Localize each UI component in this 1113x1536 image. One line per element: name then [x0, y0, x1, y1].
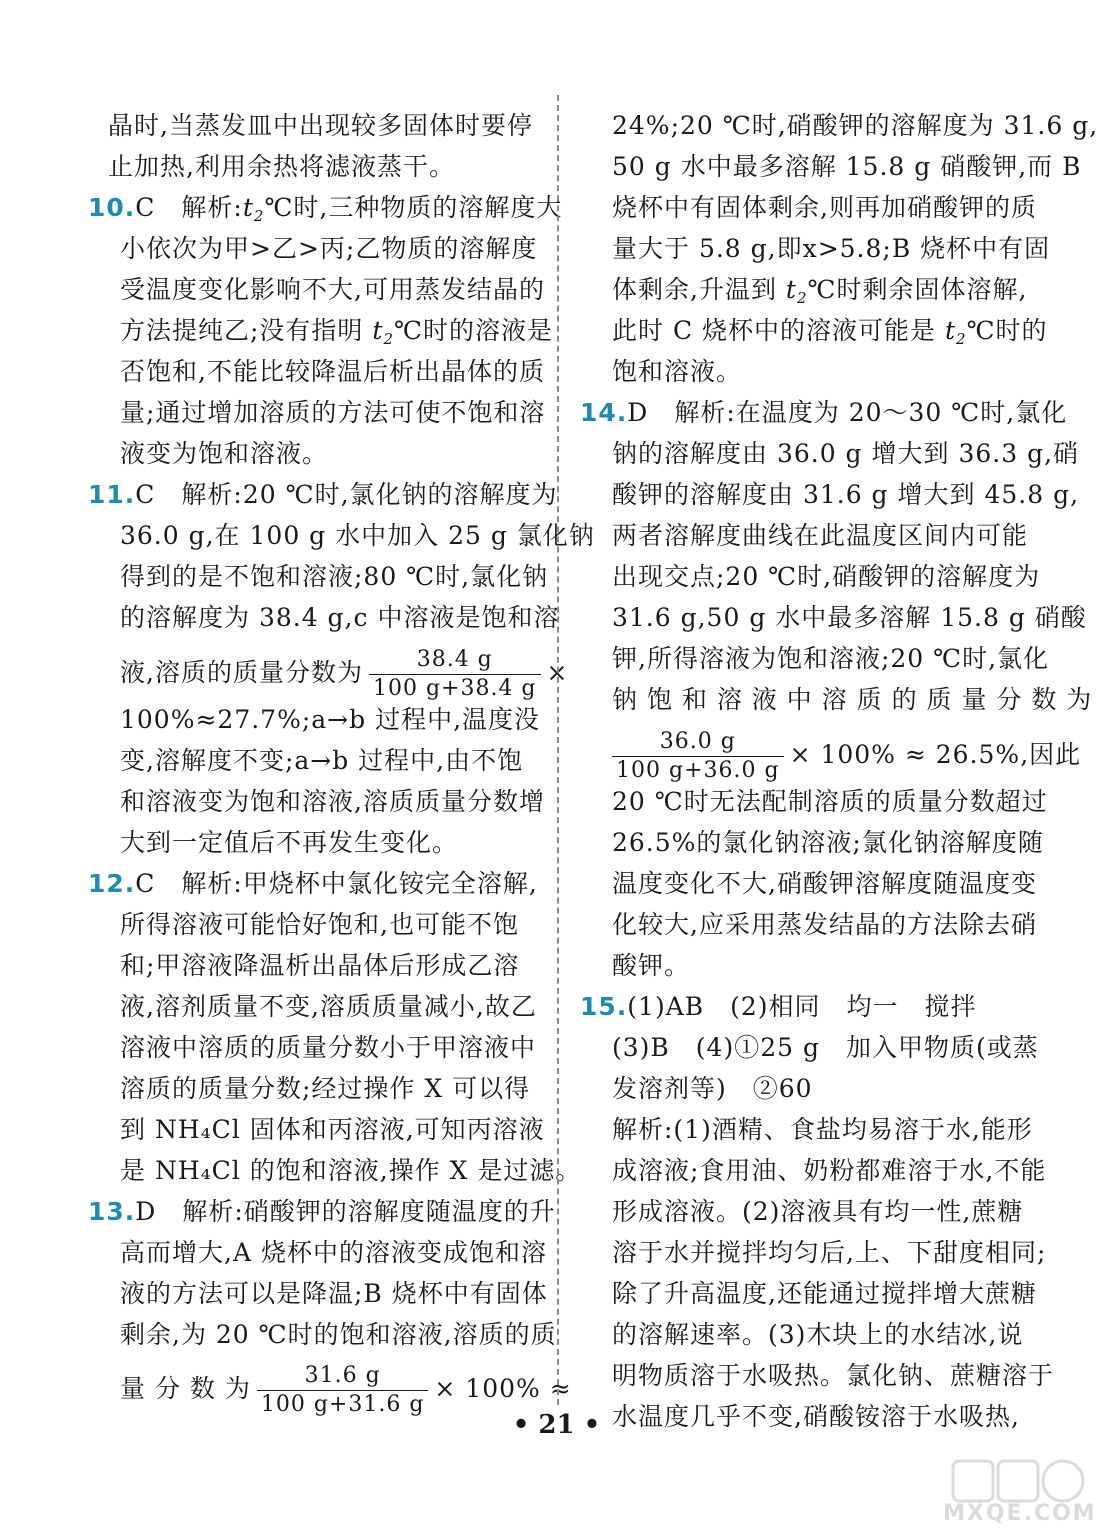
- text-line: (3)B (4)①25 g 加入甲物质(或蒸: [612, 1033, 1039, 1062]
- fraction-denominator: 100 g+38.4 g: [372, 676, 537, 701]
- text-line: 晶时,当蒸发皿中出现较多固体时要停: [108, 111, 533, 140]
- question-number: 10.: [88, 193, 136, 222]
- text-line: 溶液中溶质的质量分数小于甲溶液中: [120, 1033, 537, 1062]
- text-line: 饱和溶液。: [612, 357, 743, 386]
- text-line: 钠 饱 和 溶 液 中 溶 质 的 质 量 分 数 为: [612, 685, 1093, 714]
- answer-text: × 100% ≈ 26.5%,因此: [789, 740, 1082, 769]
- answer-text: D 解析:在温度为 20～30 ℃时,氯化: [627, 398, 1068, 427]
- text-line: [120, 646, 568, 703]
- answer-text: 液,溶质的质量分数为: [120, 658, 363, 687]
- temp-symbol: $t_2$: [372, 316, 394, 348]
- text-line: [612, 728, 1081, 785]
- answer-text: ×: [546, 658, 569, 687]
- answer-text: ℃时的溶液是: [393, 316, 553, 345]
- text-line: 酸钾。: [612, 951, 691, 980]
- text-line: 到 NH₄Cl 固体和丙溶液,可知丙溶液: [120, 1115, 545, 1144]
- text-line: 水温度几乎不变,硝酸铵溶于水吸热,: [612, 1402, 1020, 1431]
- text-line: 量;通过增加溶质的方法可使不饱和溶: [120, 398, 546, 427]
- watermark-text: MXQE.COM: [943, 1501, 1097, 1526]
- text-line: 剩余,为 20 ℃时的饱和溶液,溶质的质: [120, 1320, 557, 1349]
- text-line: 否饱和,不能比较降温后析出晶体的质: [120, 357, 545, 386]
- answer-text: C 解析:20 ℃时,氯化钠的溶解度为: [135, 480, 558, 509]
- text-line: 钾,所得溶液为饱和溶液;20 ℃时,氯化: [612, 644, 1050, 673]
- answer-text: 体剩余,升温到: [612, 275, 777, 304]
- temp-symbol: $t_2$: [242, 193, 265, 225]
- text-line: 形成溶液。(2)溶液具有均一性,蔗糖: [612, 1197, 1024, 1226]
- text-line: 和溶液变为饱和溶液,溶质质量分数增: [120, 787, 545, 816]
- watermark-icon: [943, 1456, 1093, 1506]
- fraction: [612, 728, 784, 785]
- text-line: 化较大,应采用蒸发结晶的方法除去硝: [612, 910, 1037, 939]
- fraction-numerator: 38.4 g: [369, 646, 541, 675]
- fraction-numerator: 36.0 g: [612, 728, 784, 757]
- question-10: [88, 191, 562, 233]
- text-line: 24%;20 ℃时,硝酸钾的溶解度为 31.6 g,: [612, 111, 1099, 140]
- answer-text: × 100% ≈: [434, 1374, 572, 1403]
- fraction-denominator: 100 g+31.6 g: [260, 1392, 425, 1417]
- text-line: 31.6 g,50 g 水中最多溶解 15.8 g 硝酸: [612, 603, 1087, 632]
- answer-text: C 解析:甲烧杯中氯化铵完全溶解,: [135, 869, 538, 898]
- temp-symbol: $t_2$: [944, 316, 967, 348]
- text-line: 受温度变化影响不大,可用蒸发结晶的: [120, 275, 545, 304]
- text-line: [120, 314, 553, 356]
- fraction-denominator: 100 g+36.0 g: [616, 758, 780, 783]
- text-line: 酸钾的溶解度由 31.6 g 增大到 45.8 g,: [612, 480, 1080, 509]
- question-number: 13.: [88, 1197, 136, 1226]
- text-line: 的溶解速率。(3)木块上的水结冰,说: [612, 1320, 1024, 1349]
- text-line: 发溶剂等) ②60: [612, 1074, 813, 1103]
- text-line: 解析:(1)酒精、食盐均易溶于水,能形: [612, 1115, 1033, 1144]
- fraction: [369, 646, 541, 703]
- text-line: 和;甲溶液降温析出晶体后形成乙溶: [120, 951, 520, 980]
- text-line: 变,溶解度不变;a→b 过程中,由不饱: [120, 746, 524, 775]
- question-number: 12.: [88, 869, 136, 898]
- question-13: [88, 1195, 556, 1229]
- text-line: 液变为饱和溶液。: [120, 439, 329, 468]
- text-line: 明物质溶于水吸热。氯化钠、蔗糖溶于: [612, 1361, 1055, 1390]
- text-line: 钠的溶解度由 36.0 g 增大到 36.3 g,硝: [612, 439, 1080, 468]
- text-line: 液,溶剂质量不变,溶质质量减小,故乙: [120, 992, 537, 1021]
- text-line: 出现交点;20 ℃时,硝酸钾的溶解度为: [612, 562, 1041, 591]
- text-line: 温度变化不大,硝酸钾溶解度随温度变: [612, 869, 1037, 898]
- text-line: 溶质的质量分数;经过操作 X 可以得: [120, 1074, 531, 1103]
- question-number: 11.: [88, 480, 136, 509]
- answer-text: ℃时剩余固体溶解,: [807, 275, 1028, 304]
- question-15: [580, 990, 977, 1024]
- text-line: 除了升高温度,还能通过搅拌增大蔗糖: [612, 1279, 1037, 1308]
- question-11: [88, 478, 558, 512]
- text-line: 50 g 水中最多溶解 15.8 g 硝酸钾,而 B: [612, 152, 1082, 181]
- text-line: 烧杯中有固体剩余,则再加硝酸钾的质: [612, 193, 1037, 222]
- answer-text: 方法提纯乙;没有指明: [120, 316, 364, 345]
- text-line: [612, 273, 1027, 315]
- question-number: 14.: [580, 398, 628, 427]
- text-line: 是 NH₄Cl 的饱和溶液,操作 X 是过滤。: [120, 1156, 582, 1185]
- text-line: 止加热,利用余热将滤液蒸干。: [108, 152, 455, 181]
- fraction-numerator: 31.6 g: [257, 1362, 429, 1391]
- answer-text: C 解析:: [135, 193, 243, 222]
- answer-text: ℃时,三种物质的溶解度大: [264, 193, 563, 222]
- text-line: 26.5%的氯化钠溶液;氯化钠溶解度随: [612, 828, 1044, 857]
- text-line: 20 ℃时无法配制溶质的质量分数超过: [612, 787, 1048, 816]
- answer-text: D 解析:硝酸钾的溶解度随温度的升: [135, 1197, 556, 1226]
- text-line: 小依次为甲>乙>丙;乙物质的溶解度: [120, 234, 538, 263]
- text-line: 得到的是不饱和溶液;80 ℃时,氯化钠: [120, 562, 549, 591]
- column-divider: [557, 95, 559, 1405]
- page-number: • 21 •: [512, 1410, 601, 1440]
- temp-symbol: $t_2$: [785, 275, 808, 307]
- question-number: 15.: [580, 992, 628, 1021]
- answer-text: (1)AB (2)相同 均一 搅拌: [627, 992, 977, 1021]
- text-line: 溶于水并搅拌均匀后,上、下甜度相同;: [612, 1238, 1047, 1267]
- answer-text: 量 分 数 为: [120, 1374, 251, 1403]
- text-line: 36.0 g,在 100 g 水中加入 25 g 氯化钠: [120, 521, 595, 550]
- question-14: [580, 396, 1067, 430]
- answer-text: ℃时的: [966, 316, 1048, 345]
- answer-text: 此时 C 烧杯中的溶液可能是: [612, 316, 937, 345]
- text-line: 的溶解度为 38.4 g,c 中溶液是饱和溶: [120, 603, 560, 632]
- text-line: 所得溶液可能恰好饱和,也可能不饱: [120, 910, 519, 939]
- text-line: 两者溶解度曲线在此温度区间内可能: [612, 521, 1029, 550]
- text-line: 量大于 5.8 g,即x>5.8;B 烧杯中有固: [612, 234, 1051, 263]
- text-line: 100%≈27.7%;a→b 过程中,温度没: [120, 705, 541, 734]
- text-line: 液的方法可以是降温;B 烧杯中有固体: [120, 1279, 548, 1308]
- text-line: 高而增大,A 烧杯中的溶液变成饱和溶: [120, 1238, 547, 1267]
- watermark-logo: [943, 1456, 1097, 1526]
- question-12: [88, 867, 538, 901]
- text-line: [612, 314, 1048, 356]
- text-line: 成溶液;食用油、奶粉都难溶于水,不能: [612, 1156, 1047, 1185]
- text-line: 大到一定值后不再发生变化。: [120, 828, 459, 857]
